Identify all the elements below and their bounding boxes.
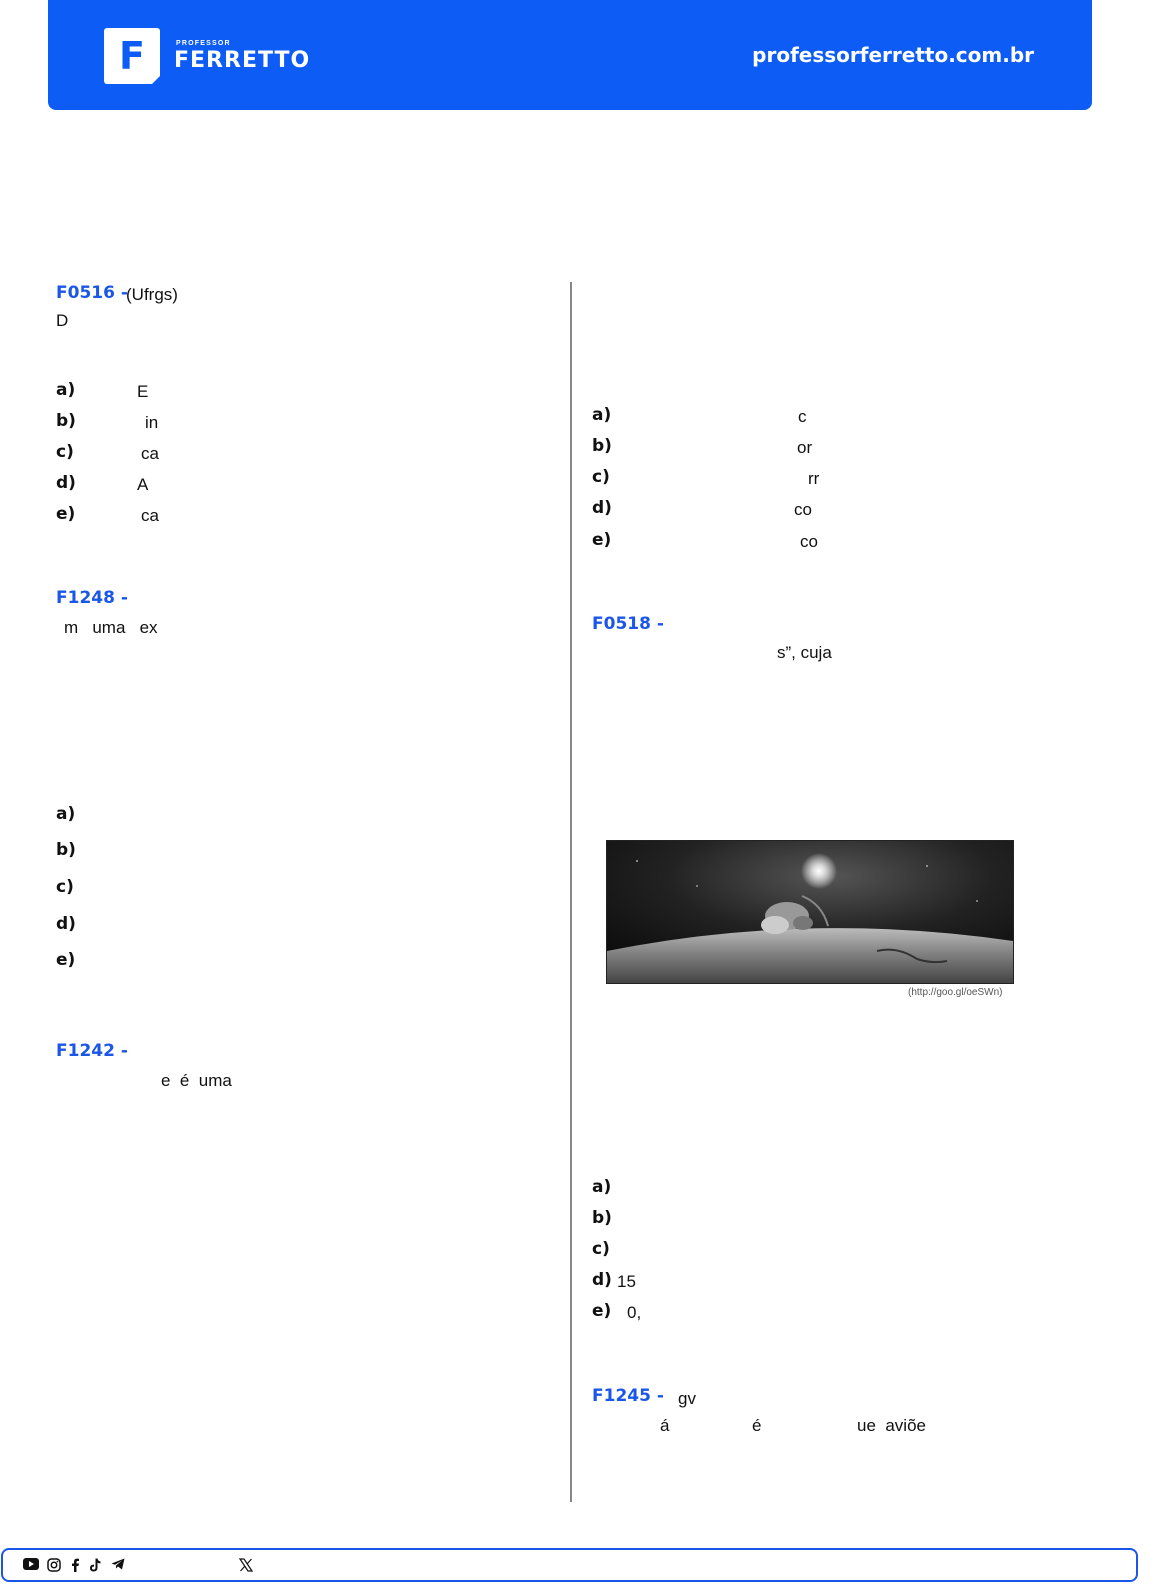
question-text: é bbox=[752, 1416, 762, 1435]
question-text: á bbox=[660, 1416, 670, 1435]
question-code: F1248 - bbox=[56, 588, 128, 608]
question-text: m uma ex bbox=[64, 618, 158, 637]
logo-name: FERRETTO bbox=[174, 48, 311, 73]
option-label: a) bbox=[56, 380, 76, 400]
question-code: F0518 - bbox=[592, 614, 664, 634]
option-text: A bbox=[137, 475, 149, 494]
option-label: a) bbox=[56, 804, 76, 824]
option-label: d) bbox=[56, 473, 76, 493]
question-code: F0516 - bbox=[56, 283, 128, 303]
option-text: E bbox=[137, 382, 149, 401]
x-icon[interactable] bbox=[239, 1558, 253, 1576]
option-text: c bbox=[798, 407, 807, 426]
option-text: ca bbox=[141, 506, 159, 525]
question-text: e é uma bbox=[161, 1071, 232, 1090]
option-label: b) bbox=[592, 1208, 612, 1228]
instagram-icon[interactable] bbox=[47, 1558, 61, 1576]
option-label: d) bbox=[592, 1270, 612, 1290]
youtube-icon[interactable] bbox=[23, 1558, 39, 1574]
option-text: 0, bbox=[627, 1303, 642, 1322]
question-code: F1242 - bbox=[56, 1041, 128, 1061]
logo-icon[interactable] bbox=[104, 28, 160, 84]
option-label: e) bbox=[56, 504, 76, 524]
site-link[interactable]: professorferretto.com.br bbox=[752, 43, 1034, 67]
question-text: ue aviõe bbox=[857, 1416, 926, 1435]
option-text: ca bbox=[141, 444, 159, 463]
option-label: e) bbox=[592, 530, 612, 550]
option-label: e) bbox=[56, 950, 76, 970]
option-label: b) bbox=[592, 436, 612, 456]
option-label: c) bbox=[592, 1239, 610, 1259]
question-text: gv bbox=[678, 1389, 696, 1408]
option-label: d) bbox=[592, 498, 612, 518]
facebook-icon[interactable] bbox=[70, 1558, 80, 1576]
option-text: rr bbox=[808, 469, 820, 488]
question-text: s”, cuja bbox=[777, 643, 832, 662]
question-text: D bbox=[56, 311, 69, 330]
option-label: a) bbox=[592, 1177, 612, 1197]
telegram-icon[interactable] bbox=[111, 1558, 125, 1574]
option-label: b) bbox=[56, 840, 76, 860]
question-code: F1245 - bbox=[592, 1386, 664, 1406]
footer-bar bbox=[1, 1548, 1138, 1582]
option-label: b) bbox=[56, 411, 76, 431]
header-banner bbox=[48, 0, 1092, 110]
tiktok-icon[interactable] bbox=[89, 1558, 101, 1576]
logo-subtitle: PROFESSOR bbox=[176, 40, 231, 47]
option-text: or bbox=[797, 438, 813, 457]
option-text: in bbox=[145, 413, 159, 432]
option-label: e) bbox=[592, 1301, 612, 1321]
logo-letter: F bbox=[119, 34, 145, 78]
option-text: co bbox=[794, 500, 812, 519]
image-credit: (http://goo.gl/oeSWn) bbox=[908, 987, 1003, 998]
option-text: 15 bbox=[617, 1272, 636, 1291]
option-label: c) bbox=[56, 442, 74, 462]
question-source: (Ufrgs) bbox=[126, 285, 178, 304]
option-label: c) bbox=[56, 877, 74, 897]
option-label: d) bbox=[56, 914, 76, 934]
option-label: c) bbox=[592, 467, 610, 487]
option-text: co bbox=[800, 532, 818, 551]
column-divider bbox=[570, 282, 572, 1502]
option-label: a) bbox=[592, 405, 612, 425]
space-photo bbox=[606, 840, 1014, 984]
